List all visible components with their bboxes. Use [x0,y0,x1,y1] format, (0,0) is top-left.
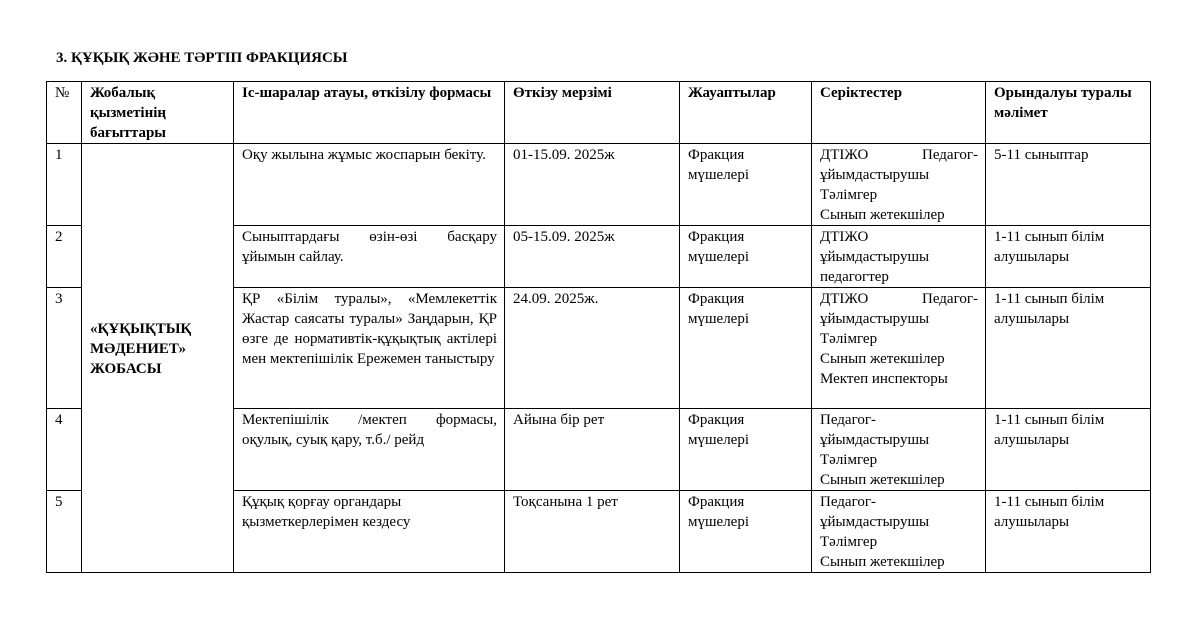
partners-line: Сынып жетекшілер [820,351,945,367]
partners-first-line: ДТІЖО Педагог- [820,291,978,307]
partners-line: ұйымдастырушы [820,249,930,265]
responsible: Фракция мүшелері [680,226,812,288]
execution-info: 5-11 сыныптар [986,144,1151,226]
event-date: 24.09. 2025ж. [505,288,680,409]
event-name: Сыныптардағы өзін-өзі басқару ұйымын сайлау. [234,226,505,288]
event-date: 05-15.09. 2025ж [505,226,680,288]
event-date: Тоқсанына 1 рет [505,491,680,573]
event-date: Айына бір рет [505,409,680,491]
partners [812,226,986,288]
partners-line: Педагог- [820,412,877,428]
partners-line: Тәлімгер [820,534,878,550]
partners-line: ұйымдастырушы [820,167,930,183]
event-name: Оқу жылына жұмыс жоспарын бекіту. [234,144,505,226]
partners-line: Мектеп инспекторы [820,371,948,387]
partners [812,491,986,573]
responsible: Фракция мүшелері [680,491,812,573]
event-name: Құқық қорғау органдары қызметкерлерімен кездесу [234,491,505,573]
header-num: № [47,82,82,144]
partners [812,288,986,409]
event-date: 01-15.09. 2025ж [505,144,680,226]
partners-line: Тәлімгер [820,452,878,468]
partners [812,409,986,491]
row-number: 3 [47,288,82,409]
row-number: 4 [47,409,82,491]
partners-line: педагогтер [820,269,889,285]
row-number: 2 [47,226,82,288]
header-date: Өткізу мерзімі [505,82,680,144]
responsible: Фракция мүшелері [680,409,812,491]
partners [812,144,986,226]
responsible: Фракция мүшелері [680,144,812,226]
header-direction: Жобалық қызметінің бағыттары [82,82,234,144]
partners-first-line: ДТІЖО Педагог- [820,147,978,163]
table-row [47,144,1151,226]
execution-info: 1-11 сынып білім алушылары [986,226,1151,288]
row-number: 5 [47,491,82,573]
plan-table [46,81,1151,573]
partners-line: ДТІЖО [820,229,869,245]
event-name: Мектепішілік /мектеп формасы, оқулық, суық қару, т.б./ рейд [234,409,505,491]
execution-info: 1-11 сынып білім алушылары [986,409,1151,491]
event-name: ҚР «Білім туралы», «Мемлекеттік Жастар саясаты туралы» Заңдарын, ҚР өзге де нормативтік-құқықтық актілері мен мектепішілік Ережемен таныстыру [234,288,505,409]
project-direction: «ҚҰҚЫҚТЫҚ МӘДЕНИЕТ» ЖОБАСЫ [82,144,234,573]
partners-line: Тәлімгер [820,331,878,347]
execution-info: 1-11 сынып білім алушылары [986,491,1151,573]
table-header-row [47,82,1151,144]
section-title: 3. ҚҰҚЫҚ ЖӘНЕ ТӘРТІП ФРАКЦИЯСЫ [56,50,348,66]
partners-line: Сынып жетекшілер [820,472,945,488]
header-responsible: Жауаптылар [680,82,812,144]
row-number: 1 [47,144,82,226]
partners-line: Тәлімгер [820,187,878,203]
partners-line: Сынып жетекшілер [820,554,945,570]
header-partners: Серіктестер [812,82,986,144]
responsible: Фракция мүшелері [680,288,812,409]
header-event: Іс-шаралар атауы, өткізілу формасы [234,82,505,144]
partners-line: ұйымдастырушы [820,514,930,530]
partners-line: Сынып жетекшілер [820,207,945,223]
partners-line: ұйымдастырушы [820,432,930,448]
header-info: Орындалуы туралы мәлімет [986,82,1151,144]
execution-info: 1-11 сынып білім алушылары [986,288,1151,409]
partners-line: ұйымдастырушы [820,311,930,327]
partners-line: Педагог- [820,494,877,510]
